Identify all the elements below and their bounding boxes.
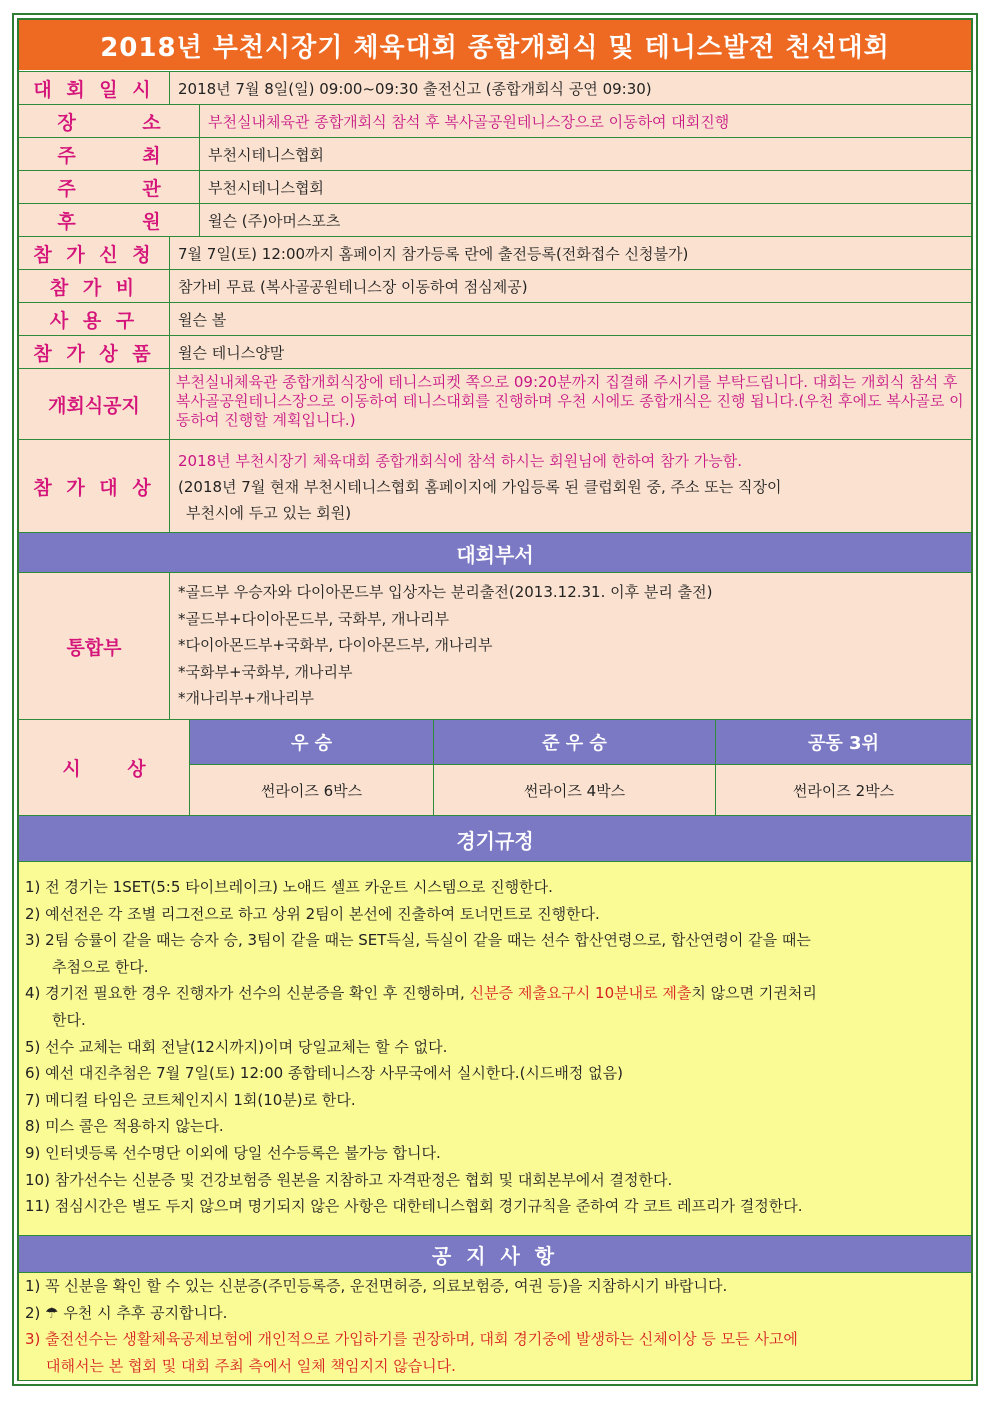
division-item: *다이아몬드부+국화부, 다이아몬드부, 개나리부 bbox=[178, 636, 493, 654]
notice-item: 1) 꼭 신분을 확인 할 수 있는 신분증(주민등록증, 운전면허증, 의료보험증, 여권 등)을 지참하시기 바랍니다. bbox=[25, 1277, 728, 1295]
notice-text: 우천 시 추후 공지합니다. bbox=[58, 1303, 228, 1322]
opening-notice-label: 개회식공지 bbox=[19, 369, 170, 439]
info-value: 부천시테니스협회 bbox=[208, 145, 324, 164]
award-header-second: 준 우 승 bbox=[434, 720, 716, 764]
info-value: 부천시테니스협회 bbox=[208, 178, 324, 197]
info-label: 참 가 비 bbox=[19, 270, 170, 302]
notice-item-cont: 대해서는 본 협회 및 대회 주최 측에서 일체 책임지지 않습니다. bbox=[46, 1356, 456, 1375]
info-value: 참가비 무료 (복사골공원테니스장 이동하여 점심제공) bbox=[178, 277, 528, 296]
award-header-first: 우 승 bbox=[190, 720, 434, 764]
participants-label: 참 가 대 상 bbox=[19, 440, 170, 532]
divisions-row bbox=[19, 572, 971, 719]
info-value: 7월 7일(토) 12:00까지 홈페이지 참가등록 란에 출전등록(전화접수 신청불가) bbox=[178, 244, 689, 263]
notices-header: 공 지 사 항 bbox=[19, 1235, 971, 1273]
info-row-organizer bbox=[19, 170, 971, 203]
notice-number: 2) bbox=[25, 1303, 46, 1322]
division-item: *국화부+국화부, 개나리부 bbox=[178, 662, 353, 681]
info-value: 2018년 7월 8일(일) 09:00~09:30 출전신고 (종합개회식 공연 09:30) bbox=[178, 79, 652, 98]
participants-row bbox=[19, 439, 971, 532]
opening-notice-row bbox=[19, 368, 971, 439]
rule-item: 9) 인터넷등록 선수명단 이외에 당일 선수등록은 불가능 합니다. bbox=[25, 1143, 441, 1162]
info-row-sponsor bbox=[19, 203, 971, 236]
rule-item: 8) 미스 콜은 적용하지 않는다. bbox=[25, 1117, 224, 1136]
opening-notice-text: 부천실내체육관 종합개회식장에 테니스피켓 쪽으로 09:20분까지 집결해 주시기를 부탁드립니다. 대회는 개회식 참석 후 복사골공원테니스장으로 이동하여 테니스대회를 진행하며 우천 시에도 종합개식은 진행 됩니다.(우천 후에도 복사골로 이동하여 진행할 계획입니다.) bbox=[176, 373, 964, 429]
divisions-header: 대회부서 bbox=[19, 532, 971, 573]
award-prize-first: 썬라이즈 6박스 bbox=[190, 765, 434, 815]
info-row-gift bbox=[19, 335, 971, 368]
info-value: 부천실내체육관 종합개회식 참석 후 복사골공원테니스장으로 이동하여 대회진행 bbox=[208, 112, 730, 131]
info-label: 대 회 일 시 bbox=[19, 72, 170, 104]
info-row-venue bbox=[19, 104, 971, 137]
info-value: 윌슨 테니스양말 bbox=[178, 343, 285, 362]
info-value: 윌슨 볼 bbox=[178, 310, 227, 329]
info-label: 참 가 신 청 bbox=[19, 237, 170, 269]
page-title: 2018년 부천시장기 체육대회 종합개회식 및 테니스발전 천선대회 bbox=[19, 20, 971, 70]
rules-box bbox=[19, 861, 971, 1235]
award-header-third: 공동 3위 bbox=[808, 733, 879, 754]
awards-row bbox=[19, 719, 971, 815]
participants-line2: (2018년 7월 현재 부천시테니스협회 홈페이지에 가입등록 된 클럽회원 중, 주소 또는 직장이 bbox=[178, 478, 782, 496]
division-item: *개나리부+개나리부 bbox=[178, 689, 314, 707]
rule-item: 2) 예선전은 각 조별 리그전으로 하고 상위 2팀이 본선에 진출하여 토너먼트로 진행한다. bbox=[25, 904, 600, 923]
rule-item: 3) 2팀 승률이 같을 때는 승자 승, 3팀이 같을 때는 SET득실, 득실이 같을 때는 선수 합산연령으로, 합산연령이 같을 때는 bbox=[25, 931, 811, 950]
notice-item-2 bbox=[19, 1300, 971, 1327]
rule-text: 4) 경기전 필요한 경우 진행자가 선수의 신분증을 확인 후 진행하며, bbox=[25, 984, 470, 1003]
info-label: 주 관 bbox=[19, 171, 200, 203]
rule-highlight: 신분증 제출요구시 10분내로 제출 bbox=[469, 984, 692, 1003]
rule-item-cont: 추첨으로 한다. bbox=[52, 957, 149, 976]
division-item: *골드부 우승자와 다이아몬드부 입상자는 분리출전(2013.12.31. 이후 분리 출전) bbox=[178, 583, 713, 601]
rule-item-cont: 한다. bbox=[52, 1010, 86, 1029]
rule-text: 치 않으면 기권처리 bbox=[691, 984, 817, 1003]
rule-item: 7) 메디컬 타임은 코트체인지시 1회(10분)로 한다. bbox=[25, 1090, 356, 1109]
info-row-date bbox=[19, 71, 971, 104]
info-row-fee bbox=[19, 269, 971, 302]
info-label: 사 용 구 bbox=[19, 303, 170, 335]
rule-item: 5) 선수 교체는 대회 전날(12시까지)이며 당일교체는 할 수 없다. bbox=[25, 1037, 448, 1056]
division-item: *골드부+다이아몬드부, 국화부, 개나리부 bbox=[178, 609, 449, 628]
info-label: 후 원 bbox=[19, 204, 200, 236]
info-row-registration bbox=[19, 236, 971, 269]
rule-item: 10) 참가선수는 신분증 및 건강보험증 원본을 지참하고 자격판정은 협회 및 대회본부에서 결정한다. bbox=[25, 1170, 673, 1189]
divisions-label: 통합부 bbox=[19, 573, 170, 719]
rule-item-4 bbox=[19, 980, 971, 1007]
info-row-host bbox=[19, 137, 971, 170]
rule-item: 6) 예선 대진추첨은 7월 7일(토) 12:00 종합테니스장 사무국에서 실시한다.(시드배정 없음) bbox=[25, 1064, 623, 1083]
rules-header: 경기규정 bbox=[19, 815, 971, 862]
info-label: 장 소 bbox=[19, 105, 200, 137]
award-prize-second: 썬라이즈 4박스 bbox=[434, 765, 716, 815]
info-label: 참 가 상 품 bbox=[19, 336, 170, 368]
rule-item: 1) 전 경기는 1SET(5:5 타이브레이크) 노애드 셀프 카운트 시스템으로 진행한다. bbox=[25, 878, 553, 896]
umbrella-icon: ☂ bbox=[45, 1303, 59, 1322]
notice-item: 3) 출전선수는 생활체육공제보험에 개인적으로 가입하기를 권장하며, 대회 경기중에 발생하는 신체이상 등 모든 사고에 bbox=[25, 1330, 798, 1348]
participants-line1: 2018년 부천시장기 체육대회 종합개회식에 참석 하시는 회원님에 한하여 참가 가능함. bbox=[178, 452, 743, 470]
info-row-ball bbox=[19, 302, 971, 335]
participants-line3: 부천시에 두고 있는 회원) bbox=[186, 504, 352, 522]
award-prize-third: 썬라이즈 2박스 bbox=[792, 781, 895, 800]
info-value: 윌슨 (주)아머스포츠 bbox=[208, 211, 341, 230]
rule-item: 11) 점심시간은 별도 두지 않으며 명기되지 않은 사항은 대한테니스협회 경기규칙을 준하여 각 코트 레프리가 결정한다. bbox=[25, 1197, 803, 1216]
notices-box bbox=[19, 1272, 971, 1380]
info-label: 주 최 bbox=[19, 138, 200, 170]
awards-label: 시 상 bbox=[19, 720, 190, 815]
